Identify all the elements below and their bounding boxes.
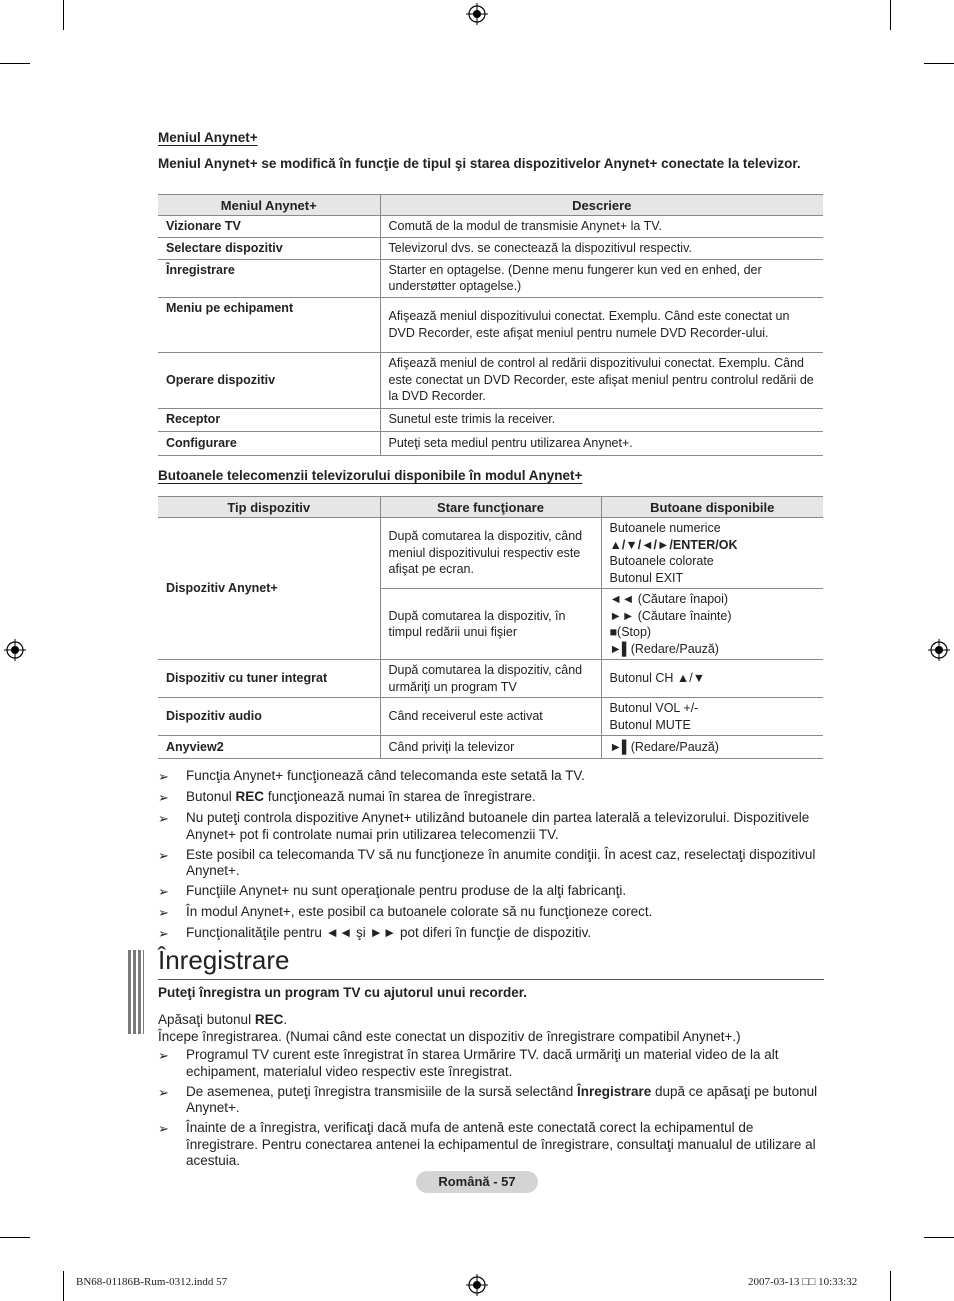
crop-mark <box>890 1271 891 1301</box>
button-line: ◄◄ (Căutare înapoi) <box>609 592 729 606</box>
table-row <box>158 660 823 698</box>
desc-cell: Afişează meniul de control al redării dispozitivului conectat. Exemplu. Când este conectat un DVD Recorder, este afişat meniul pentru controlul redării de la DVD Recorder. <box>380 352 823 408</box>
crop-mark <box>890 0 891 30</box>
device-type-cell: Anyview2 <box>158 736 380 759</box>
menu-cell: Vizionare TV <box>158 216 380 238</box>
registration-mark-icon <box>4 639 26 661</box>
press-rec-instruction: Apăsaţi butonul REC. <box>158 1012 288 1027</box>
desc-cell: Puteţi seta mediul pentru utilizarea Anynet+. <box>380 431 823 455</box>
state-cell: După comutarea la dispozitiv, în timpul redării unui fişier <box>380 589 601 660</box>
page-number-badge: Română - 57 <box>416 1171 538 1193</box>
title-rule <box>158 979 824 980</box>
note-item: ➢ Este posibil ca telecomanda TV să nu funcţioneze în anumite condiţii. În acest caz, reselectaţi dispozitivul Anynet+. <box>158 846 816 878</box>
buttons-cell: Butonul CH ▲/▼ <box>601 660 823 698</box>
table-header-row <box>158 195 823 216</box>
state-cell: După comutarea la dispozitiv, când meniul dispozitivului respectiv este afişat pe ecran. <box>380 518 601 589</box>
section-title-remote-buttons: Butoanele telecomenzii televizorului disponibile în modul Anynet+ <box>158 468 583 483</box>
table-row <box>158 352 823 408</box>
registration-mark-icon <box>928 639 950 661</box>
note-item: ➢ Nu puteţi controla dispozitive Anynet+ utilizând butoanele din partea laterală a televizorului. Dispozitivele Anynet+ pot fi controlate numai prin utilizarea telecomenzii TV. <box>158 810 810 842</box>
button-line: Butonul EXIT <box>609 570 684 585</box>
note-arrow-icon: ➢ <box>158 769 169 784</box>
note-arrow-icon: ➢ <box>158 1121 169 1136</box>
table-row <box>158 431 823 455</box>
column-header: Butoane disponibile <box>601 497 823 518</box>
note-arrow-icon: ➢ <box>158 790 169 805</box>
buttons-cell <box>601 518 823 589</box>
state-cell: Când receiverul este activat <box>380 698 601 736</box>
buttons-cell: ►▌(Redare/Pauză) <box>601 736 823 759</box>
crop-mark <box>924 63 954 64</box>
table-row <box>158 698 823 736</box>
footer-filename: BN68-01186B-Rum-0312.indd 57 <box>76 1276 228 1288</box>
device-type-cell: Dispozitiv Anynet+ <box>158 518 380 660</box>
state-cell: După comutarea la dispozitiv, când urmăriţi un program TV <box>380 660 601 698</box>
table-header-row <box>158 497 823 518</box>
remote-buttons-table <box>158 496 823 759</box>
registration-mark-icon <box>466 1274 488 1296</box>
note-item: ➢ De asemenea, puteţi înregistra transmisiile de la sursă selectând Înregistrare după ce apăsaţi pe butonul Anynet+. <box>158 1083 818 1115</box>
button-line: Butoanele colorate <box>609 554 714 568</box>
button-line: Butonul MUTE <box>609 717 691 732</box>
menu-cell: Meniu pe echipament <box>158 297 380 352</box>
note-arrow-icon: ➢ <box>158 811 169 826</box>
note-arrow-icon: ➢ <box>158 1048 169 1063</box>
column-header: Meniul Anynet+ <box>158 195 380 216</box>
button-line: Butoanele numerice <box>609 521 721 535</box>
crop-mark <box>63 0 64 30</box>
note-arrow-icon: ➢ <box>158 905 169 920</box>
desc-cell: Starter en optagelse. (Denne menu fungerer kun ved en enhed, der understøtter optagelse.) <box>380 259 823 297</box>
button-line: ▲/▼/◄/►/ENTER/OK <box>609 537 738 552</box>
device-type-cell: Dispozitiv cu tuner integrat <box>158 660 380 698</box>
desc-cell: Comută de la modul de transmisie Anynet+ la TV. <box>380 216 823 238</box>
table-row <box>158 408 823 431</box>
note-item: ➢ În modul Anynet+, este posibil ca butoanele colorate să nu funcţioneze corect. <box>158 904 653 920</box>
device-type-cell: Dispozitiv audio <box>158 698 380 736</box>
notes-list-recording <box>158 1047 828 1173</box>
note-item: ➢ Programul TV curent este înregistrat în starea Urmărire TV. dacă urmăriţi un material video de la alt echipament, materialul video respectiv este înregistrat. <box>158 1047 779 1079</box>
table-row <box>158 736 823 759</box>
section-marker-bar <box>128 950 144 1034</box>
table-row <box>158 259 823 297</box>
note-item: ➢ Înainte de a înregistra, verificaţi dacă mufa de antenă este conectată corect la echipamentul de înregistrare. Pentru conectarea antenei la echipamentul de înregistrare, consultaţi manualul de utilizare al acestuia. <box>158 1120 816 1168</box>
table-row <box>158 237 823 259</box>
crop-mark <box>63 1271 64 1301</box>
column-header: Descriere <box>380 195 823 216</box>
registration-mark-icon <box>466 3 488 25</box>
desc-cell: Televizorul dvs. se conectează la dispozitivul respectiv. <box>380 237 823 259</box>
menu-cell: Operare dispozitiv <box>158 352 380 408</box>
note-arrow-icon: ➢ <box>158 884 169 899</box>
button-line: ►► (Căutare înainte) <box>609 608 732 623</box>
note-item: ➢ Funcţiile Anynet+ nu sunt operaţionale pentru produse de la alţi fabricanţi. <box>158 883 627 899</box>
note-arrow-icon: ➢ <box>158 926 169 941</box>
note-arrow-icon: ➢ <box>158 1084 169 1100</box>
menu-cell: Receptor <box>158 408 380 431</box>
desc-cell: Afişează meniul dispozitivului conectat. Exemplu. Când este conectat un DVD Recorder, este afişat meniul pentru numele DVD Recorder-ului. <box>380 297 823 352</box>
crop-mark <box>924 1237 954 1238</box>
menu-cell: Selectare dispozitiv <box>158 237 380 259</box>
button-line: ■(Stop) <box>609 625 652 639</box>
desc-cell: Sunetul este trimis la receiver. <box>380 408 823 431</box>
button-line: Butonul VOL +/- <box>609 701 699 715</box>
menu-cell: Înregistrare <box>158 259 380 297</box>
column-header: Tip dispozitiv <box>158 497 380 518</box>
column-header: Stare funcţionare <box>380 497 601 518</box>
table-row <box>158 216 823 238</box>
note-item: ➢ Funcţionalităţile pentru ◄◄ şi ►► pot diferi în funcţie de dispozitiv. <box>158 925 592 941</box>
section-title-anynet-menu: Meniul Anynet+ <box>158 130 258 145</box>
buttons-cell <box>601 698 823 736</box>
note-item: ➢ Funcţia Anynet+ funcţionează când telecomanda este setată la TV. <box>158 768 585 784</box>
notes-list-anynet <box>158 768 828 946</box>
recording-start-text: Începe înregistrarea. (Numai când este conectat un dispozitiv de înregistrare compatibil Anynet+.) <box>158 1029 741 1044</box>
anynet-menu-table <box>158 194 823 456</box>
table-row <box>158 297 823 352</box>
button-line: ►▌(Redare/Pauză) <box>609 641 719 656</box>
table-row <box>158 518 823 589</box>
buttons-cell <box>601 589 823 660</box>
crop-mark <box>0 63 30 64</box>
note-item: ➢ Butonul REC funcţionează numai în starea de înregistrare. <box>158 789 536 805</box>
menu-cell: Configurare <box>158 431 380 455</box>
section-intro: Meniul Anynet+ se modifică în funcţie de tipul şi starea dispozitivelor Anynet+ conectate la televizor. <box>158 156 801 171</box>
footer-timestamp: 2007-03-13 □□ 10:33:32 <box>748 1276 858 1288</box>
recording-subtitle: Puteţi înregistra un program TV cu ajutorul unui recorder. <box>158 985 528 1000</box>
section-title-recording: Înregistrare <box>158 945 290 975</box>
crop-mark <box>0 1237 30 1238</box>
state-cell: Când priviţi la televizor <box>380 736 601 759</box>
note-arrow-icon: ➢ <box>158 847 169 863</box>
